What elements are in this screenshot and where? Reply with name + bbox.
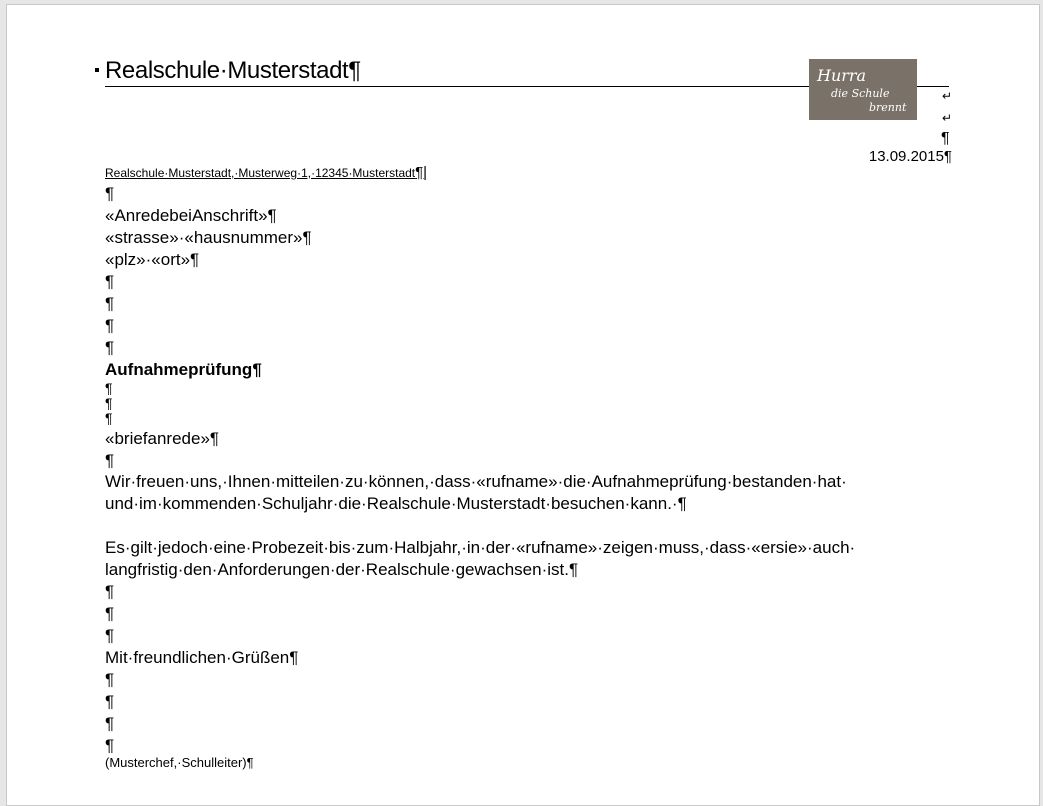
blank-paragraph: ¶	[105, 184, 115, 203]
blank-paragraph: ¶	[105, 670, 115, 689]
body-paragraph-1-line-1: Wir·freuen·uns,·Ihnen·mitteilen·zu·können,·dass·«rufname»·die·Aufnahmeprüfung·bestanden·hat·	[105, 472, 847, 491]
blank-paragraph: ¶	[105, 338, 115, 357]
school-logo[interactable]	[809, 59, 917, 120]
blank-paragraph: ¶	[105, 272, 115, 291]
document-page	[6, 4, 1040, 806]
recipient-street-field: «strasse»·«hausnummer»¶	[105, 228, 312, 247]
letter-date: 13.09.2015¶	[868, 148, 952, 165]
body-paragraph-1-line-2: und·im·kommenden·Schuljahr·die·Realschule·Musterstadt·besuchen·kann.·¶	[105, 494, 687, 513]
pilcrow-mark: ¶	[941, 130, 950, 147]
line-break-mark-2: ↵	[942, 111, 953, 125]
blank-paragraph: ¶	[105, 692, 115, 711]
blank-paragraph: ¶	[105, 410, 113, 426]
blank-paragraph: ¶	[105, 294, 115, 313]
blank-paragraph: ¶	[105, 582, 115, 601]
blank-paragraph: ¶	[105, 451, 115, 470]
letter-salutation-field: «briefanrede»¶	[105, 429, 220, 448]
header-bullet-marker	[95, 68, 99, 72]
logo-text-line1: Hurra	[817, 66, 867, 85]
recipient-salutation-field: «AnredebeiAnschrift»¶	[105, 206, 277, 225]
blank-paragraph: ¶	[105, 316, 115, 335]
sender-address-line	[105, 165, 427, 181]
closing-greeting: Mit·freundlichen·Grüßen¶	[105, 648, 299, 667]
text-cursor-mark: ¶|	[415, 164, 428, 181]
body-paragraph-2-line-2: langfristig·den·Anforderungen·der·Realschule·gewachsen·ist.¶	[105, 560, 579, 579]
logo-text-line2: die Schule	[831, 87, 890, 100]
signature-line: (Musterchef,·Schulleiter)¶	[105, 755, 254, 770]
logo-text-line3: brennt	[869, 101, 907, 114]
recipient-city-field: «plz»·«ort»¶	[105, 250, 200, 269]
letter-subject: Aufnahmeprüfung¶	[105, 360, 262, 379]
blank-paragraph: ¶	[105, 395, 113, 411]
blank-paragraph: ¶	[105, 604, 115, 623]
blank-paragraph: ¶	[105, 736, 115, 755]
logo-graphic	[809, 59, 917, 120]
blank-paragraph: ¶	[105, 626, 115, 645]
line-break-mark-1: ↵	[942, 89, 953, 103]
sender-address-text: Realschule·Musterstadt,·Musterweg·1,·12345·Musterstadt	[105, 166, 416, 180]
blank-paragraph: ¶	[105, 380, 113, 396]
blank-paragraph: ¶	[105, 714, 115, 733]
school-name-header: Realschule·Musterstadt¶	[105, 57, 361, 84]
body-paragraph-2-line-1: Es·gilt·jedoch·eine·Probezeit·bis·zum·Halbjahr,·in·der·«rufname»·zeigen·muss,·dass·«ersie»·auch·	[105, 538, 856, 557]
